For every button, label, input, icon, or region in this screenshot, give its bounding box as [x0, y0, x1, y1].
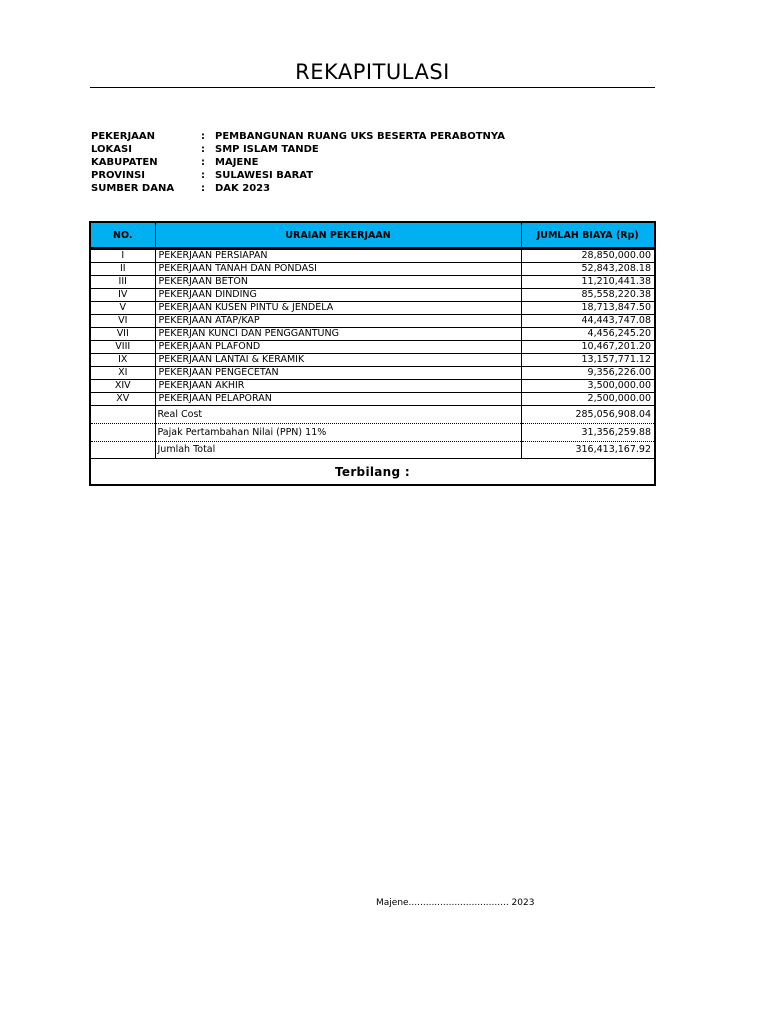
row-uraian: PEKERJAAN KUSEN PINTU & JENDELA	[155, 302, 521, 315]
row-uraian: PEKERJAAN PELAPORAN	[155, 393, 521, 406]
info-separator: :	[201, 170, 205, 181]
total-label: Jumlah Total	[155, 442, 521, 459]
row-jumlah: 4,456,245.20	[521, 328, 655, 341]
table-row	[90, 341, 655, 354]
info-separator: :	[201, 157, 205, 168]
row-uraian: PEKERJAAN AKHIR	[155, 380, 521, 393]
row-no: VII	[90, 328, 155, 341]
terbilang-row	[90, 459, 655, 486]
terbilang-label: Terbilang :	[90, 459, 655, 486]
header-jumlah: JUMLAH BIAYA (Rp)	[521, 222, 655, 249]
table-row	[90, 328, 655, 341]
row-jumlah: 9,356,226.00	[521, 367, 655, 380]
row-no: VI	[90, 315, 155, 328]
header-uraian: URAIAN PEKERJAAN	[155, 222, 521, 249]
row-jumlah: 13,157,771.12	[521, 354, 655, 367]
table-row	[90, 263, 655, 276]
table-row	[90, 393, 655, 406]
row-no: I	[90, 249, 155, 263]
row-no: V	[90, 302, 155, 315]
row-no: XIV	[90, 380, 155, 393]
row-no: XI	[90, 367, 155, 380]
page-title: REKAPITULASI	[295, 60, 450, 84]
info-value: SULAWESI BARAT	[215, 170, 314, 181]
row-uraian: PEKERJAN KUNCI DAN PENGGANTUNG	[155, 328, 521, 341]
row-no: XV	[90, 393, 155, 406]
header-no: NO.	[90, 222, 155, 249]
row-jumlah: 2,500,000.00	[521, 393, 655, 406]
info-value: SMP ISLAM TANDE	[215, 144, 319, 155]
place-date: Majene................................... 2023	[376, 898, 535, 908]
row-no: III	[90, 276, 155, 289]
info-row-kabupaten	[91, 156, 505, 169]
row-jumlah: 18,713,847.50	[521, 302, 655, 315]
info-key: LOKASI	[91, 144, 132, 155]
info-row-pekerjaan	[91, 130, 505, 143]
row-jumlah: 44,443,747.08	[521, 315, 655, 328]
total-value: 316,413,167.92	[521, 442, 655, 459]
row-no: II	[90, 263, 155, 276]
table-row	[90, 302, 655, 315]
row-uraian: PEKERJAAN LANTAI & KERAMIK	[155, 354, 521, 367]
row-uraian: PEKERJAAN PENGECETAN	[155, 367, 521, 380]
row-uraian: PEKERJAAN PERSIAPAN	[155, 249, 521, 263]
table-header-row	[90, 222, 655, 249]
table-row	[90, 249, 655, 263]
row-uraian: PEKERJAAN TANAH DAN PONDASI	[155, 263, 521, 276]
row-uraian: PEKERJAAN DINDING	[155, 289, 521, 302]
row-uraian: PEKERJAAN ATAP/KAP	[155, 315, 521, 328]
table-row	[90, 367, 655, 380]
table-row	[90, 289, 655, 302]
row-jumlah: 85,558,220.38	[521, 289, 655, 302]
info-separator: :	[201, 144, 205, 155]
table-row	[90, 276, 655, 289]
info-key: KABUPATEN	[91, 157, 158, 168]
ppn-label: Pajak Pertambahan Nilai (PPN) 11%	[155, 424, 521, 442]
info-separator: :	[201, 183, 205, 194]
total-no-cell	[90, 442, 155, 459]
info-key: PEKERJAAN	[91, 131, 156, 142]
info-row-lokasi	[91, 143, 505, 156]
real-cost-label: Real Cost	[155, 406, 521, 424]
info-row-sumber-dana	[91, 182, 505, 195]
real-cost-value: 285,056,908.04	[521, 406, 655, 424]
ppn-no-cell	[90, 424, 155, 442]
row-jumlah: 11,210,441.38	[521, 276, 655, 289]
row-jumlah: 3,500,000.00	[521, 380, 655, 393]
info-row-provinsi	[91, 169, 505, 182]
info-separator: :	[201, 131, 205, 142]
info-value: MAJENE	[215, 157, 259, 168]
total-row	[90, 442, 655, 459]
row-no: IX	[90, 354, 155, 367]
row-no: VIII	[90, 341, 155, 354]
ppn-row	[90, 424, 655, 442]
info-key: PROVINSI	[91, 170, 146, 181]
row-uraian: PEKERJAAN PLAFOND	[155, 341, 521, 354]
ppn-value: 31,356,259.88	[521, 424, 655, 442]
row-jumlah: 10,467,201.20	[521, 341, 655, 354]
row-uraian: PEKERJAAN BETON	[155, 276, 521, 289]
table-row	[90, 315, 655, 328]
row-no: IV	[90, 289, 155, 302]
row-jumlah: 28,850,000.00	[521, 249, 655, 263]
real-cost-row	[90, 406, 655, 424]
info-key: SUMBER DANA	[91, 183, 175, 194]
title-underline	[90, 87, 655, 88]
info-value: DAK 2023	[215, 183, 271, 194]
real-cost-no-cell	[90, 406, 155, 424]
project-info	[91, 130, 505, 195]
row-jumlah: 52,843,208.18	[521, 263, 655, 276]
recap-table	[89, 221, 656, 486]
info-value: PEMBANGUNAN RUANG UKS BESERTA PERABOTNYA	[215, 131, 505, 142]
table-row	[90, 354, 655, 367]
table-row	[90, 380, 655, 393]
